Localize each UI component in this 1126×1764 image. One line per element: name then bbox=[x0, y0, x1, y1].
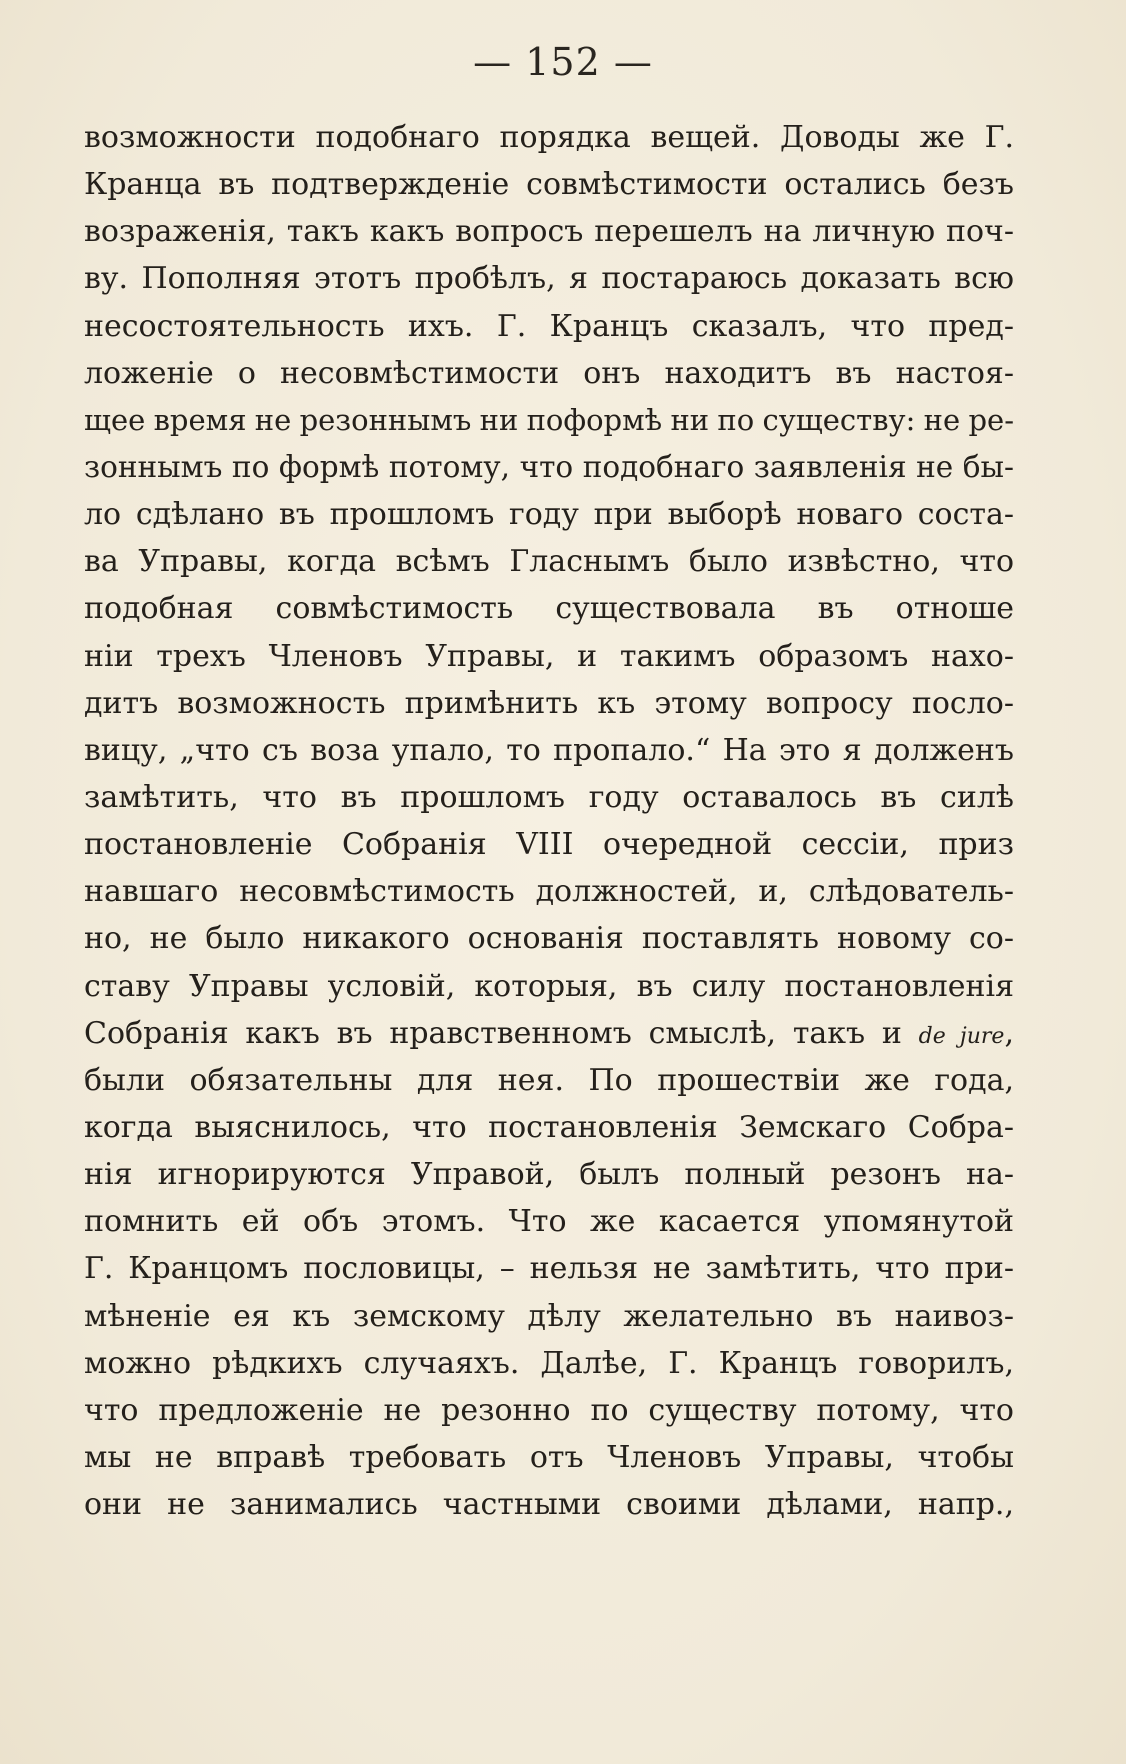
text-line: щее время не резоннымъ ни поформѣ ни по существу: не ре- bbox=[84, 402, 1014, 437]
text-line: возраженія, такъ какъ вопросъ перешелъ на личную поч- bbox=[84, 214, 1014, 250]
text-line: дитъ возможность примѣнить къ этому вопросу посло- bbox=[84, 685, 1014, 721]
page-number: — 152 — bbox=[473, 40, 653, 84]
text-line: ву. Пополняя этотъ пробѣлъ, я постараюсь доказать всю bbox=[84, 261, 1014, 297]
text-line: что предложеніе не резонно по существу потому, что bbox=[84, 1392, 1014, 1428]
text-line: возможности подобнаго порядка вещей. Доводы же Г. bbox=[84, 120, 1014, 155]
text-line: несостоятельность ихъ. Г. Кранцъ сказалъ, что пред- bbox=[84, 308, 1014, 344]
text-line: вицу, „что съ воза упало, то пропало.“ На это я долженъ bbox=[84, 732, 1014, 768]
text-line: нія игнорируются Управой, былъ полный резонъ на- bbox=[84, 1157, 1014, 1193]
text-line: ніи трехъ Членовъ Управы, и такимъ образомъ нахо- bbox=[84, 638, 1014, 674]
text-line: мѣненіе ея къ земскому дѣлу желательно въ наивоз- bbox=[84, 1298, 1014, 1334]
text-line: но, не было никакого основанія поставлять новому со- bbox=[84, 921, 1014, 957]
text-line: Г. Кранцомъ пословицы, – нельзя не замѣтить, что при- bbox=[84, 1251, 1014, 1287]
text-line: когда выяснилось, что постановленія Земскаго Собра- bbox=[84, 1109, 1014, 1145]
text-line: навшаго несовмѣстимость должностей, и, слѣдователь- bbox=[84, 874, 1014, 910]
text-line: были обязательны для нея. По прошествіи же года, bbox=[84, 1062, 1014, 1098]
body-text bbox=[84, 114, 1014, 1528]
text-line: ложеніе о несовмѣстимости онъ находитъ въ настоя- bbox=[84, 355, 1014, 391]
text-line: ло сдѣлано въ прошломъ году при выборѣ новаго соста- bbox=[84, 497, 1014, 533]
text-line: замѣтить, что въ прошломъ году оставалось въ силѣ bbox=[84, 779, 1014, 815]
text-line: они не занимались частными своими дѣлами, напр., bbox=[84, 1487, 1014, 1523]
text-line: зоннымъ по формѣ потому, что подобнаго заявленія не бы- bbox=[84, 449, 1014, 484]
text-line: ставу Управы условій, которыя, въ силу постановленія bbox=[84, 968, 1014, 1004]
text-line: постановленіе Собранія VIII очередной сессіи, приз bbox=[84, 827, 1014, 863]
text-line: Кранца въ подтвержденіе совмѣстимости остались безъ bbox=[84, 167, 1014, 203]
text-line: подобная совмѣстимость существовала въ отноше bbox=[84, 591, 1014, 627]
text-line: помнить ей объ этомъ. Что же касается упомянутой bbox=[84, 1204, 1014, 1240]
text-line: мы не вправѣ требовать отъ Членовъ Управы, чтобы bbox=[84, 1439, 1014, 1475]
text-line-tail: , bbox=[1004, 1015, 1014, 1051]
text-line: можно рѣдкихъ случаяхъ. Далѣе, Г. Кранцъ говорилъ, bbox=[84, 1345, 1014, 1381]
text-line: ва Управы, когда всѣмъ Гласнымъ было извѣстно, что bbox=[84, 544, 1014, 580]
text-line-with-italic bbox=[84, 1010, 1014, 1057]
italic-phrase: de jure bbox=[918, 1023, 1005, 1049]
text-line-main: Собранія какъ въ нравственномъ смыслѣ, такъ и bbox=[84, 1015, 902, 1051]
